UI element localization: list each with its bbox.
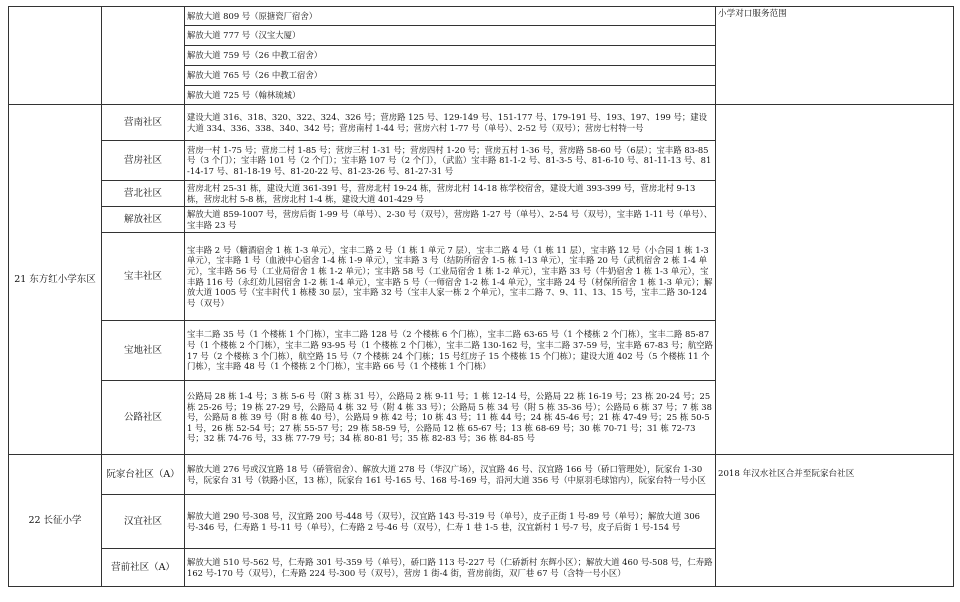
note-cell: 2018 年汉水社区合并至阮家台社区 <box>716 455 954 587</box>
address-cell: 解放大道 510 号-562 号，仁寿路 301 号-359 号（单号），硚口路 113 号-227 号（仁硚新村 东辉小区）；解放大道 460 号-508 号，仁寿路 162 号-170 号（双号），仁寿路 224 号-300 号（双号），营房 1 街-4 街，营房前街，双厂巷 67 号（含特一号小区） <box>185 549 716 587</box>
table-row <box>9 105 954 141</box>
address-cell: 解放大道 765 号（26 中教工宿舍） <box>185 66 716 86</box>
address-cell: 宝丰二路 35 号（1 个楼栋 1 个门栋），宝丰二路 128 号（2 个楼栋 6 个门栋），宝丰二路 63-65 号（1 个楼栋 2 个门栋），宝丰二路 85-87 号（1 个楼栋 2 个门栋），宝丰二路 93-95 号（1 个楼栋 2 个门栋），宝丰二路 130-162 号，宝丰二路 37-59 号，宝丰路 67-83 号；航空路 17 号（2 个楼栋 3 个门栋），航空路 15 号（7 个楼栋 24 个门栋；15 号红房子 15 个楼栋 15 个门栋）；建设大道 402 号（5 个楼栋 11 个门栋），宝丰路 48 号（1 个楼栋 2 个门栋），宝丰路 66 号（1 个楼栋 1 个门栋） <box>185 321 716 381</box>
address-cell: 营房一村 1-75 号；营房二村 1-85 号；营房三村 1-31 号；营房四村 1-20 号；营房五村 1-36 号，营房路 58-60 号（6层）；宝丰路 83-85 号（3 个门）；宝丰路 101 号（2 个门）；宝丰路 107 号（2 个门），（武监）宝丰路 81-1-2 号、81-3-5 号、81-6-10 号、81-11-13 号、81-14-17 号、81-18-19 号、81-20-22 号、81-23-26 号、81-27-31 号 <box>185 141 716 181</box>
address-cell: 解放大道 777 号（汉宝大厦） <box>185 26 716 46</box>
note-cell <box>716 105 954 455</box>
school-district-table <box>8 6 954 587</box>
community-name-cell: 宝地社区 <box>102 321 185 381</box>
community-name-cell: 营南社区 <box>102 105 185 141</box>
address-cell: 解放大道 725 号（翰林琉城） <box>185 86 716 105</box>
community-name-cell: 解放社区 <box>102 207 185 233</box>
address-cell: 宝丰路 2 号（糖酒宿舍 1 栋 1-3 单元），宝丰二路 2 号（1 栋 1 单元 7 层），宝丰二路 4 号（1 栋 11 层），宝丰路 12 号（小合园 1 栋 1-3 单元），宝丰路 1 号（血液中心宿舍 1-4 栋 1-9 单元），宝丰路 3 号（结防所宿舍 1-5 栋 1-13 单元），宝丰路 20 号（武机宿舍 2 栋 1-4 单元），宝丰路 56 号（工业局宿舍 1 栋 1-2 单元）；宝丰路 58 号（工业局宿舍 1 栋 1-2 单元），宝丰路 33 号（牛奶宿舍 1 栋 1-3 单元），宝丰路 116 号（永红幼儿园宿舍 1-2 栋 1-4 单元），宝丰路 5 号（一师宿舍 1-2 栋 1-4 单元），宝丰路 24 号（材保所宿舍 1 栋 1-3 单元）；解放大道 1005 号（宝丰时代 1 栋楼 30 层），宝丰路 32 号（宝丰人家一栋 2 个单元），宝丰二路 7、9、11、13、15 号，宝丰二路 30-124 号（双号） <box>185 233 716 321</box>
address-cell: 解放大道 290 号-308 号，汉宜路 200 号-448 号（双号），汉宜路 143 号-319 号（单号），皮子正街 1 号-89 号（单号）；解放大道 306 号-346 号，仁寿路 1 号-11 号（单号），仁寿路 2 号-46 号（双号），仁寿 1 巷 1-5 巷，汉宜新村 1 号-7 号，皮子后街 1 号-154 号 <box>185 495 716 549</box>
address-cell: 解放大道 276 号或汉宜路 18 号（硚管宿舍）、解放大道 278 号（华汉广场），汉宜路 46 号、汉宜路 166 号（硚口管理处），阮家台 1-30 号，阮家台 31 号（铁路小区，13 栋），阮家台 161 号-165 号、168 号-169 号，沿河大道 356 号（中原羽毛球馆内），阮家台特一号小区 <box>185 455 716 495</box>
school-name-cell: 21 东方红小学东区 <box>9 105 102 455</box>
school-cell-empty <box>9 7 102 105</box>
community-name-cell: 公路社区 <box>102 381 185 455</box>
address-cell: 建设大道 316、318、320、322、324、326 号；营房路 125 号、129-149 号、151-177 号、179-191 号、193、197、199 号；建设大道 334、336、338、340、342 号；营房南村 1-44 号；营房六村 1-77 号（单号）、2-52 号（双号）；营房七村特一号 <box>185 105 716 141</box>
community-name-cell: 营前社区（A） <box>102 549 185 587</box>
community-name-cell: 汉宜社区 <box>102 495 185 549</box>
address-cell: 营房北村 25-31 栋，建设大道 361-391 号，营房北村 19-24 栋，营房北村 14-18 栋学校宿舍，建设大道 393-399 号，营房北村 9-13 栋，营房北村 5-8 栋，营房北村 1-4 栋，建设大道 401-429 号 <box>185 181 716 207</box>
note-cell: 小学对口服务范围 <box>716 7 954 105</box>
table-row <box>9 7 954 26</box>
school-name-cell: 22 长征小学 <box>9 455 102 587</box>
community-name-cell: 营房社区 <box>102 141 185 181</box>
address-cell: 解放大道 859-1007 号，营房后街 1-99 号（单号）、2-30 号（双号），营房路 1-27 号（单号）、2-54 号（双号），宝丰路 1-11 号（单号）、宝丰路 23 号 <box>185 207 716 233</box>
community-cell-empty <box>102 7 185 105</box>
community-name-cell: 宝丰社区 <box>102 233 185 321</box>
community-name-cell: 营北社区 <box>102 181 185 207</box>
community-name-cell: 阮家台社区（A） <box>102 455 185 495</box>
table-body <box>9 7 954 587</box>
address-cell: 公路局 28 栋 1-4 号；3 栋 5-6 号（附 3 栋 31 号），公路局 2 栋 9-11 号；1 栋 12-14 号，公路局 22 栋 16-19 号；23 栋 20-24 号；25 栋 25-26 号；19 栋 27-29 号，公路局 4 栋 32 号（附 4 栋 33 号）；公路局 5 栋 34 号（附 5 栋 35-36 号）；公路局 6 栋 37 号；7 栋 38 号，公路局 8 栋 39 号（附 8 栋 40 号），公路局 9 栋 42 号；10 栋 43 号；11 栋 44 号；24 栋 45-46 号；21 栋 47-49 号；25 栋 50-51 号，26 栋 52-54 号；27 栋 55-57 号；29 栋 58-59 号，公路局 12 栋 65-67 号；13 栋 68-69 号；30 栋 70-71 号；31 栋 72-73 号；32 栋 74-76 号，33 栋 77-79 号；34 栋 80-81 号；35 栋 82-83 号；36 栋 84-85 号 <box>185 381 716 455</box>
address-cell: 解放大道 809 号（原搪瓷厂宿舍） <box>185 7 716 26</box>
table-row <box>9 455 954 495</box>
address-cell: 解放大道 759 号（26 中教工宿舍） <box>185 46 716 66</box>
